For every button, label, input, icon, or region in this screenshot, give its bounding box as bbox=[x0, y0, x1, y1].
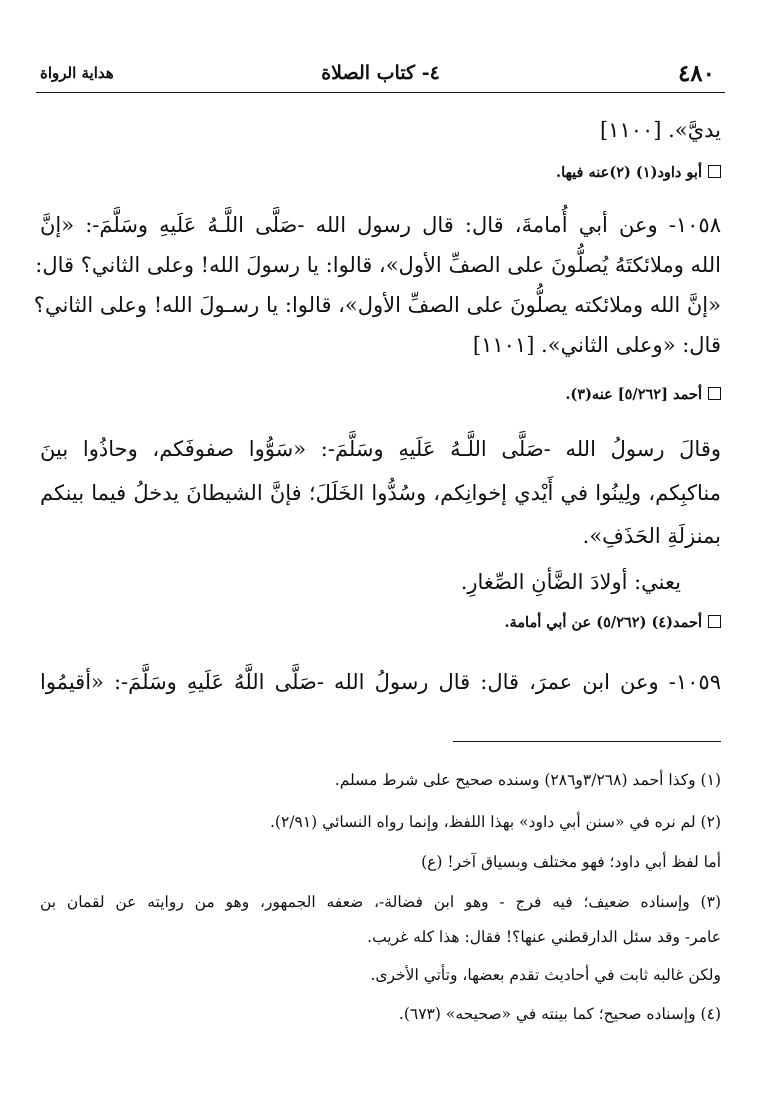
footnote-2-continued: أما لفظ أبي داود؛ فهو مختلف وبسياق آخر! (ع) bbox=[421, 853, 721, 871]
footnote-3: (٣) وإسناده ضعيف؛ فيه فرج - وهو ابن فضالة-، ضعفه الجمهور، وهو من روايته عن لقمان بن bbox=[40, 893, 721, 911]
square-bullet-icon bbox=[708, 387, 721, 400]
footnote-1: (١) وكذا أحمد (٣/٢٦٨و٢٨٦) وسنده صحيح على شرط مسلم. bbox=[334, 771, 721, 789]
footnote-4: (٤) وإسناده صحيح؛ كما بينته في «صحيحه» (٦٧٣). bbox=[398, 1005, 721, 1023]
source-line bbox=[40, 614, 721, 631]
footnote-3-continued: عامر- وقد سئل الدارقطني عنها؟! فقال: هذا كله غريب. bbox=[367, 928, 721, 946]
chapter-title: ٤- كتاب الصلاة bbox=[321, 62, 440, 84]
square-bullet-icon bbox=[708, 615, 721, 628]
square-bullet-icon bbox=[708, 165, 721, 178]
text-line: الله وملائكتَهُ يُصلُّونَ على الصفِّ الأول»، قالوا: يا رسولَ الله! وعلى الثاني؟ قال: bbox=[35, 253, 721, 277]
source-text: أحمد(٤) (٥/٢٦٢) عن أبي أمامة. bbox=[504, 614, 702, 631]
text-line: وقالَ رسولُ الله -صَلَّى اللَّـهُ عَلَيهِ وسَلَّمَ-: «سَوُّوا صفوفَكم، وحاذُوا بينَ bbox=[40, 437, 721, 461]
page-number: ٤٨٠ bbox=[677, 60, 715, 87]
footnote-separator bbox=[453, 741, 721, 742]
text-line: قال: «وعلى الثاني». [١١٠١] bbox=[472, 333, 721, 357]
source-text: أحمد [٥/٢٦٢] عنه(٣). bbox=[565, 386, 702, 403]
text-line: يديَّ». [١١٠٠] bbox=[599, 118, 721, 142]
text-line: مناكبِكم، ولِينُوا في أَيْدي إخوانِكم، وسُدُّوا الخَلَلَ؛ فإنَّ الشيطانَ يدخلُ فيما بينكم bbox=[40, 481, 721, 505]
footnote-3-continued: ولكن غالبه ثابت في أحاديث تقدم بعضها، وتأتي الأخرى. bbox=[370, 966, 721, 984]
text-line: بمنزلَةِ الحَذَفِ». bbox=[582, 524, 721, 548]
gloss-line: يعني: أولادَ الضَّأنِ الصِّغارِ. bbox=[460, 570, 681, 594]
page-header bbox=[36, 58, 725, 93]
book-title: هداية الرواة bbox=[40, 64, 114, 82]
source-line bbox=[40, 386, 721, 403]
hadith-1059-line: ١٠٥٩- وعن ابن عمرَ، قال: قال رسولُ الله -صَلَّى اللَّهُ عَلَيهِ وسَلَّمَ-: «أقيمُوا bbox=[40, 670, 721, 694]
source-text: أبو داود(١) (٢)عنه فيها. bbox=[556, 164, 702, 181]
footnote-2: (٢) لم نره في «سنن أبي داود» بهذا اللفظ، وإنما رواه النسائي (٢/٩١). bbox=[269, 813, 721, 831]
hadith-1058-line: ١٠٥٨- وعن أبي أُمامةَ، قال: قال رسول الله -صَلَّى اللَّـهُ عَلَيهِ وسَلَّمَ-: «إنَّ bbox=[40, 213, 721, 237]
text-line: «إنَّ الله وملائكته يصلُّونَ على الصفِّ الأول»، قالوا: يا رسـولَ الله! وعلى الثاني؟ bbox=[33, 293, 721, 317]
source-line bbox=[40, 164, 721, 181]
